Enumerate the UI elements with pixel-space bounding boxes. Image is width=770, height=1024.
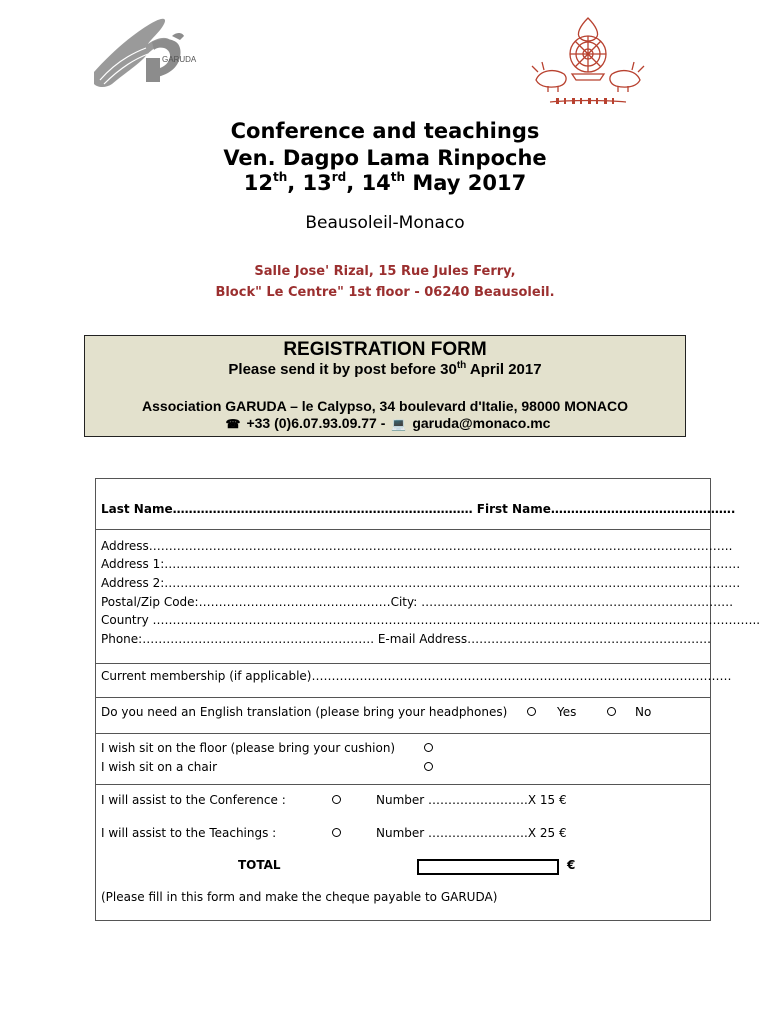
divider <box>96 529 710 530</box>
title-line-1: Conference and teachings <box>230 119 540 143</box>
address-field[interactable]: Address……………………………………………………………………………………………………………………………….. <box>101 539 733 553</box>
divider <box>96 733 710 734</box>
teachings-radio[interactable] <box>332 828 341 837</box>
garuda-logo <box>90 14 202 98</box>
send-deadline-sup: th <box>456 360 467 371</box>
contact-email: garuda@monaco.mc <box>412 415 551 431</box>
association-address: Association GARUDA – le Calypso, 34 boulevard d'Italie, 98000 MONACO <box>142 398 628 414</box>
registration-heading: REGISTRATION FORM <box>283 339 487 360</box>
conference-label: I will assist to the Conference : <box>101 793 286 807</box>
total-label: TOTAL <box>238 858 281 872</box>
send-deadline <box>85 360 685 380</box>
date-month-year: May 2017 <box>405 171 527 195</box>
seat-floor-label: I wish sit on the floor (please bring your cushion) <box>101 741 396 755</box>
contact-phone: +33 (0)6.07.93.09.77 - <box>246 415 386 431</box>
translation-no-radio[interactable] <box>607 707 616 716</box>
date-sup-rd: rd <box>331 170 347 184</box>
date-13: , 13 <box>287 171 332 195</box>
contact-line <box>85 414 685 433</box>
title-line-2: Ven. Dagpo Lama Rinpoche <box>223 146 547 170</box>
date-sup-th-2: th <box>390 170 406 184</box>
title-dates <box>0 170 770 197</box>
translation-yes-label: Yes <box>557 705 577 719</box>
venue-line-2: Block" Le Centre" 1st floor - 06240 Beausoleil. <box>215 285 555 300</box>
address-1-field[interactable]: Address 1:……………………………………………………………………………………………………………………………… <box>101 557 741 571</box>
garuda-logo-text: GARUDA <box>162 55 197 64</box>
total-input-box[interactable] <box>417 859 559 875</box>
registration-info-box <box>84 335 686 437</box>
membership-field[interactable]: Current membership (if applicable)…………………………………………………………………………………………… <box>101 669 732 683</box>
seat-chair-label: I wish sit on a chair <box>101 760 218 774</box>
date-sup-th-1: th <box>272 170 288 184</box>
postal-city-field[interactable]: Postal/Zip Code:…………………………………………City: …………………………………………………………………… <box>101 595 734 609</box>
teachings-label: I will assist to the Teachings : <box>101 826 277 840</box>
conference-number-field[interactable]: Number …………………….X 15 € <box>376 793 567 807</box>
location-subtitle: Beausoleil-Monaco <box>305 213 465 233</box>
registration-form <box>95 478 761 921</box>
conference-radio[interactable] <box>332 795 341 804</box>
divider <box>96 784 710 785</box>
send-deadline-tail: April 2017 <box>466 361 542 378</box>
country-field[interactable]: Country …………………………………………………………………………………………………………………………………….. <box>101 613 761 627</box>
seat-chair-radio[interactable] <box>424 762 433 771</box>
seat-floor-radio[interactable] <box>424 743 433 752</box>
date-14: , 14 <box>346 171 391 195</box>
venue-line-1: Salle Jose' Rizal, 15 Rue Jules Ferry, <box>254 264 516 279</box>
phone-email-field[interactable]: Phone:…………………………………………………. E-mail Address……………………………………………………. <box>101 632 711 646</box>
phone-icon: ☎ <box>225 417 241 431</box>
translation-question: Do you need an English translation (please bring your headphones) <box>101 705 508 719</box>
euro-symbol: € <box>567 858 576 872</box>
address-2-field[interactable]: Address 2:……………………………………………………………………………………………………………………………… <box>101 576 741 590</box>
translation-no-label: No <box>635 705 652 719</box>
divider <box>96 697 710 698</box>
teachings-number-field[interactable]: Number …………………….X 25 € <box>376 826 567 840</box>
send-deadline-text: Please send it by post before 30 <box>228 361 457 378</box>
translation-yes-radio[interactable] <box>527 707 536 716</box>
date-12: 12 <box>243 171 273 195</box>
dharma-wheel-emblem <box>520 14 656 112</box>
name-field[interactable]: Last Name………………………………………………………………… First Name………………………………………. <box>101 502 736 516</box>
cheque-note: (Please fill in this form and make the cheque payable to GARUDA) <box>101 890 498 904</box>
computer-icon: 💻 <box>391 417 407 431</box>
divider <box>96 663 710 664</box>
